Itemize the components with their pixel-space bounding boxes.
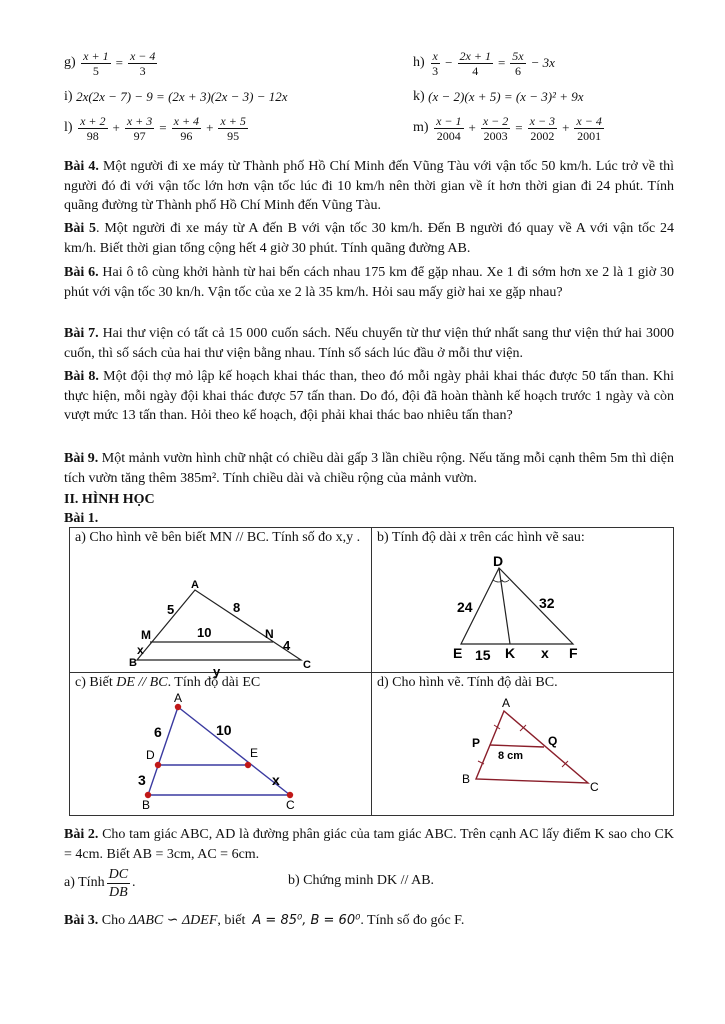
label-D: D (146, 748, 155, 762)
problem-7 (64, 324, 674, 363)
fraction (107, 866, 130, 901)
fraction (172, 114, 201, 143)
eq-label: g) (64, 55, 76, 70)
cell-b (372, 528, 674, 673)
problem-label: Bài 9. (64, 451, 99, 466)
part-a-post: . (132, 875, 136, 890)
triangle-figure-d (452, 697, 622, 807)
part-a-text: a) Tính (64, 875, 105, 890)
label-Q: Q (548, 734, 558, 748)
geo-problem-2 (64, 825, 674, 864)
cell-d (372, 673, 674, 816)
equation-text: (x − 2)(x + 5) = (x − 3)² + 9x (428, 89, 584, 104)
problem-label: Bài 7. (64, 326, 99, 341)
equation-g (64, 45, 159, 81)
label-K: K (505, 645, 516, 661)
problem-text: . Một người đi xe máy từ A đến B với vận tốc 30 km/h. Đến B người đó quay về A với vận tốc 24 km/h. Biết thời gian tổng cộng hết 4 giờ 30 phút. Tính quãng đường AB. (64, 221, 674, 256)
geo-problem-2a (64, 864, 136, 902)
denominator: 95 (227, 128, 240, 143)
denominator: DB (108, 884, 128, 900)
operator: = (515, 120, 523, 135)
text-pre: c) Biết (75, 675, 117, 690)
equation-m (413, 110, 606, 146)
text-pre: Cho (98, 913, 129, 928)
label-F: F (569, 645, 578, 661)
label-M: M (141, 628, 151, 642)
text-math: ΔABC ∽ ΔDEF (128, 913, 218, 928)
numerator: x − 1 (436, 113, 462, 128)
text-var: x (459, 530, 467, 545)
text-post: trên các hình vẽ sau: (466, 530, 585, 545)
denominator: 2001 (577, 128, 602, 143)
denominator: 3 (432, 63, 439, 78)
problem-6 (64, 263, 674, 302)
problem-label: Bài 4. (64, 159, 99, 174)
side-24: 24 (457, 599, 473, 615)
operator: = (115, 55, 123, 70)
fraction (481, 114, 510, 143)
label-C: C (286, 798, 295, 812)
side-x: x (272, 772, 280, 788)
text-post: . Tính số đo góc F. (360, 913, 465, 928)
text-math: DE // BC (116, 675, 168, 690)
operator: + (112, 120, 120, 135)
problem-label: Bài 8. (64, 369, 99, 384)
cell-c (70, 673, 372, 816)
equation-i (64, 86, 288, 108)
eq-label: h) (413, 55, 425, 70)
equation-h (413, 45, 558, 81)
text-mid: , biết (217, 913, 249, 928)
numerator: x (432, 48, 438, 63)
numerator: x − 4 (576, 113, 602, 128)
numerator: x + 3 (126, 113, 153, 128)
side-3: 3 (138, 772, 146, 788)
text-angles: A = 85⁰, B = 60⁰ (252, 913, 361, 928)
fraction (78, 114, 107, 143)
eq-label: i) (64, 89, 73, 104)
term: − 3x (530, 55, 555, 70)
triangle-figure-a (125, 576, 325, 679)
side-15: 15 (475, 647, 491, 663)
numerator: x + 1 (83, 48, 109, 63)
side-32: 32 (539, 595, 555, 611)
side-x: x (137, 643, 144, 657)
denominator: 2003 (483, 128, 508, 143)
section-subtitle: Bài 1. (64, 511, 99, 526)
fraction (125, 114, 154, 143)
numerator: x − 4 (129, 48, 156, 63)
label-E: E (453, 645, 463, 661)
problem-4 (64, 157, 674, 216)
label-B: B (462, 772, 471, 786)
problem-text: Một người đi xe máy từ Thành phố Hồ Chí Minh đến Vũng Tàu với vận tốc 50 km/h. Lúc trở về thì người đó đi với vận tốc lớn hơn vận tốc lúc đi 10 km/h nên thời gian về ít hơn thời gian đi 24 phút. Tính quãng đường từ Thành phố Hồ Chí Minh đến Vũng Tàu. (64, 159, 674, 213)
operator: − (445, 55, 453, 70)
label-C: C (590, 780, 599, 794)
label-D: D (493, 553, 504, 569)
numerator: x + 4 (173, 113, 200, 128)
side-8cm: 8 cm (498, 750, 524, 762)
denominator: 5 (92, 63, 99, 78)
operator: = (497, 55, 506, 70)
side-6: 6 (154, 724, 162, 740)
denominator: 4 (472, 63, 479, 78)
side-x: x (541, 645, 549, 661)
cell-c-text (75, 675, 366, 691)
section-title: II. HÌNH HỌC (64, 492, 155, 507)
numerator: x + 2 (80, 113, 106, 128)
side-y: y (213, 664, 221, 679)
fraction (434, 114, 463, 143)
cell-d-text: d) Cho hình vẽ. Tính độ dài BC. (377, 675, 558, 690)
operator: = (159, 120, 167, 135)
problem-label: Bài 6. (64, 265, 99, 280)
problem-text: Hai ô tô cùng khởi hành từ hai bến cách nhau 175 km để gặp nhau. Xe 1 đi sớm hơn xe 2 là 1 giờ 30 phút với vận tốc 30 kn/h. Vận tốc của xe 2 là 35 km/h. Hỏi sau mấy giờ hai xe gặp nhau? (64, 265, 674, 300)
denominator: 98 (86, 128, 99, 143)
geo-problem-2b: b) Chứng minh DK // AB. (288, 873, 435, 888)
equation-l (64, 110, 250, 146)
label-A: A (191, 579, 199, 591)
problem-label: Bài 3. (64, 913, 99, 928)
problem-text: Hai thư viện có tất cả 15 000 cuốn sách. Nếu chuyển từ thư viện thứ nhất sang thư viện thứ hai 3000 cuốn, thì số sách của hai thư viện bằng nhau. Tính số sách lúc đầu ở mỗi thư viện. (64, 326, 674, 361)
problem-8 (64, 367, 674, 426)
problem-label: Bài 5 (64, 221, 97, 236)
label-E: E (250, 746, 259, 760)
label-P: P (472, 736, 481, 750)
side-5: 5 (167, 602, 175, 617)
label-C: C (303, 659, 311, 671)
numerator: 5x (512, 48, 524, 63)
problem-text: Một mảnh vườn hình chữ nhật có chiều dài gấp 3 lần chiều rộng. Nếu tăng mỗi cạnh thêm 5m thì diện tích vườn tăng thêm 385m². Tính chiều dài và chiều rộng của mảnh vườn. (64, 451, 674, 486)
side-4: 4 (283, 638, 291, 653)
numerator: x − 3 (529, 113, 556, 128)
fraction (430, 49, 440, 78)
denominator: 97 (133, 128, 146, 143)
cell-b-text (377, 530, 668, 546)
denominator: 3 (139, 63, 146, 78)
label-N: N (265, 627, 274, 641)
side-10: 10 (216, 722, 232, 738)
eq-label: k) (413, 89, 425, 104)
fraction (574, 114, 603, 143)
numerator: 2x + 1 (459, 48, 491, 63)
denominator: 2002 (530, 128, 555, 143)
denominator: 6 (514, 63, 521, 78)
problem-label: Bài 2. (64, 827, 99, 842)
denominator: 2004 (436, 128, 461, 143)
triangle-figure-c (130, 693, 310, 811)
problem-5 (64, 219, 674, 258)
eq-label: l) (64, 120, 73, 135)
text-post: . Tính độ dài EC (167, 675, 261, 690)
geo-problem-3 (64, 911, 674, 931)
label-A: A (502, 696, 511, 710)
triangle-figure-b (447, 553, 607, 666)
operator: + (206, 120, 214, 135)
numerator: x + 5 (220, 113, 246, 128)
equation-text: 2x(2x − 7) − 9 = (2x + 3)(2x − 3) − 12x (76, 89, 288, 104)
problem-text: Cho tam giác ABC, AD là đường phân giác của tam giác ABC. Trên cạnh AC lấy điểm K sao cho CK = 4cm. Biết AB = 3cm, AC = 6cm. (64, 827, 674, 862)
side-10: 10 (197, 625, 212, 640)
problem-9 (64, 449, 674, 488)
side-8: 8 (233, 600, 241, 615)
label-B: B (142, 798, 151, 812)
fraction (458, 49, 493, 78)
numerator: DC (108, 866, 129, 882)
denominator: 96 (180, 128, 193, 143)
operator: + (468, 120, 476, 135)
problem-text: Một đội thợ mỏ lập kế hoạch khai thác than, theo đó mỗi ngày phải khai thác được 50 tấn than. Khi thực hiện, mỗi ngày đội khai thác được 57 tấn than. Do đó, đội đã hoàn thành kế hoạch trước 1 ngày và còn vượt mức 13 tấn than. Hỏi theo kế hoạch, đội phải khai thác bao nhiêu tấn than? (64, 369, 674, 423)
fraction (128, 49, 157, 78)
fraction (510, 49, 525, 78)
cell-a-text: a) Cho hình vẽ bên biết MN // BC. Tính số đo x,y . (75, 530, 361, 545)
numerator: x − 2 (482, 113, 509, 128)
cell-a (70, 528, 372, 679)
fraction (81, 49, 110, 78)
label-B: B (129, 657, 137, 669)
geometry-table (69, 527, 674, 816)
fraction (218, 114, 247, 143)
label-A: A (174, 691, 183, 705)
operator: + (562, 120, 570, 135)
eq-label: m) (413, 120, 429, 135)
fraction (528, 114, 557, 143)
text-pre: b) Tính độ dài (377, 530, 460, 545)
equation-k (413, 86, 584, 108)
